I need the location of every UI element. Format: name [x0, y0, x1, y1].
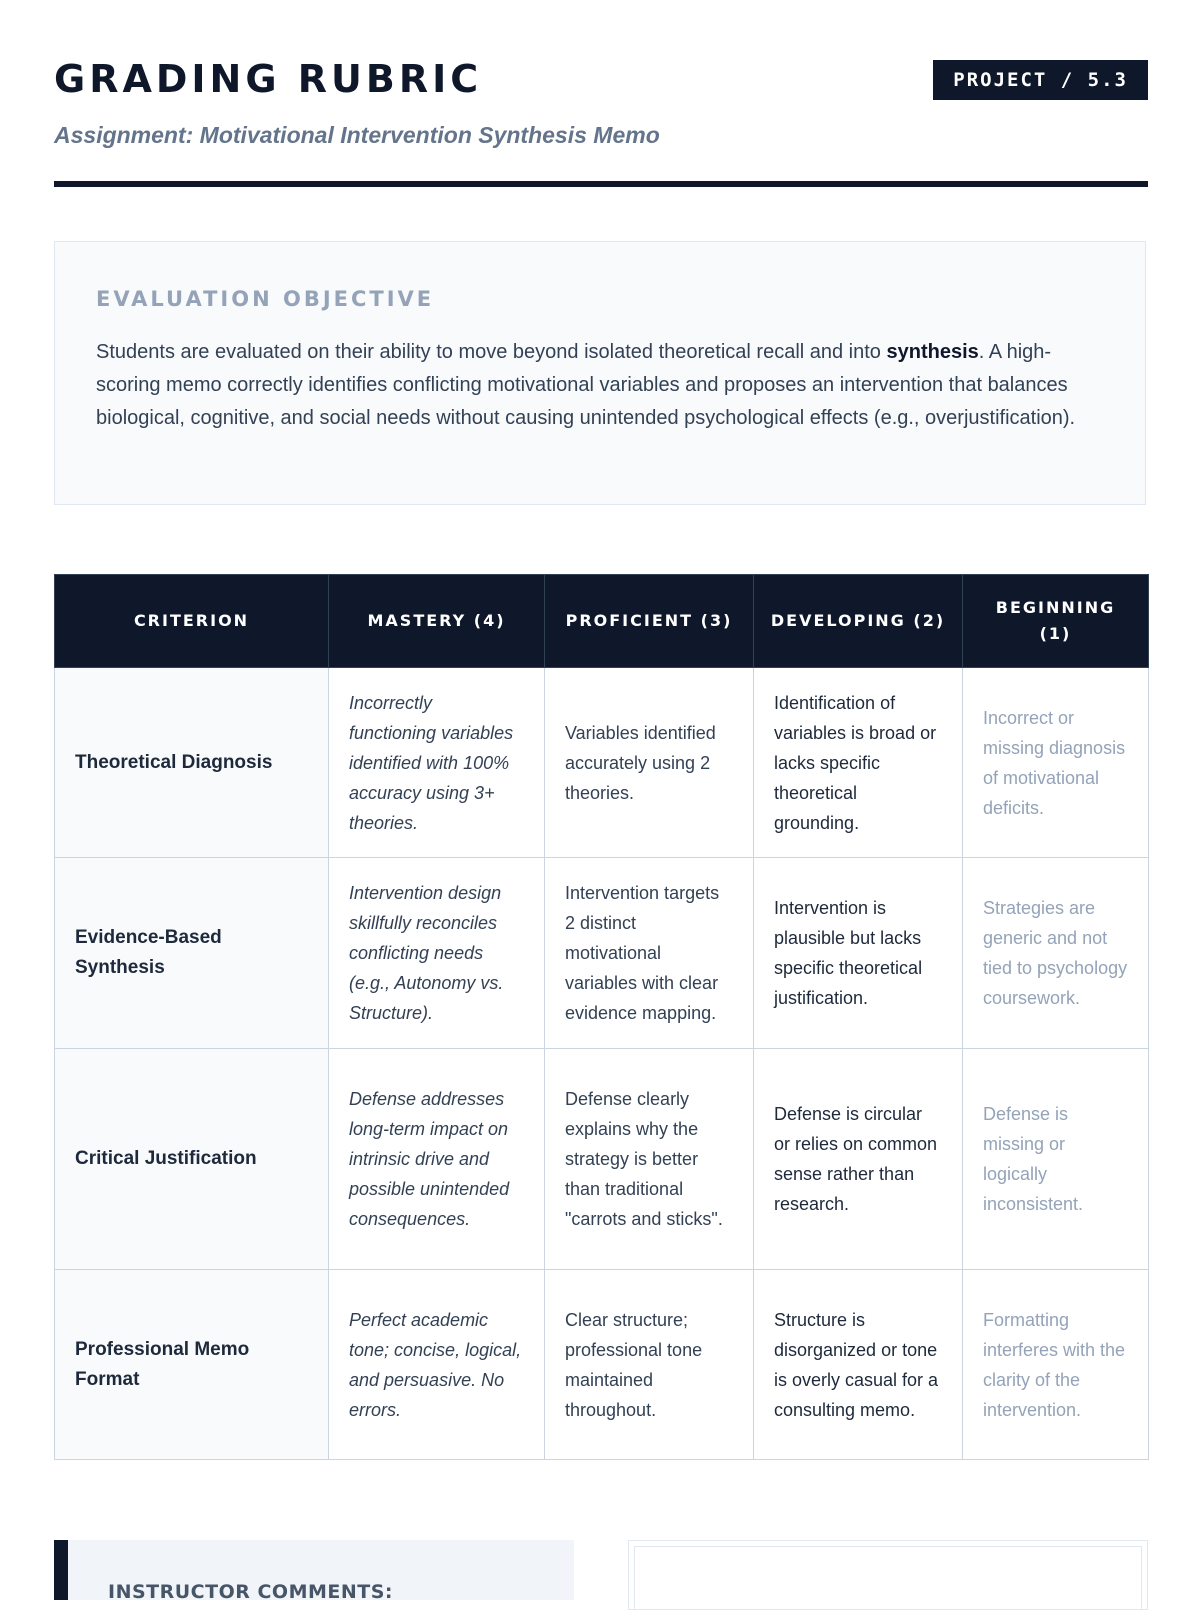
beginning-cell: Formatting interferes with the clarity of the intervention. [963, 1270, 1149, 1460]
page-header [54, 56, 1148, 148]
rubric-header-row [55, 575, 1149, 668]
header-divider [54, 181, 1148, 187]
mastery-cell: Incorrectly functioning variables identified with 100% accuracy using 3+ theories. [329, 668, 545, 858]
column-header-mastery: MASTERY (4) [329, 575, 545, 668]
criterion-cell: Evidence-Based Synthesis [55, 858, 329, 1049]
table-row [55, 668, 1149, 858]
table-row [55, 858, 1149, 1049]
beginning-cell: Incorrect or missing diagnosis of motivational deficits. [963, 668, 1149, 858]
table-row [55, 1270, 1149, 1460]
column-header-proficient: PROFICIENT (3) [545, 575, 754, 668]
proficient-cell: Defense clearly explains why the strategy is better than traditional "carrots and sticks". [545, 1049, 754, 1270]
page-title: GRADING RUBRIC [54, 57, 483, 101]
project-badge: PROJECT / 5.3 [933, 60, 1148, 100]
proficient-cell: Intervention targets 2 distinct motivational variables with clear evidence mapping. [545, 858, 754, 1049]
developing-cell: Defense is circular or relies on common sense rather than research. [754, 1049, 963, 1270]
evaluation-objective-box [54, 241, 1146, 505]
objective-text-start: Students are evaluated on their ability to move beyond isolated theoretical recall and into [96, 341, 887, 363]
rubric-table [54, 574, 1149, 1460]
beginning-cell: Strategies are generic and not tied to psychology coursework. [963, 858, 1149, 1049]
column-header-criterion: CRITERION [55, 575, 329, 668]
objective-text [96, 336, 1105, 435]
mastery-cell: Intervention design skillfully reconciles conflicting needs (e.g., Autonomy vs. Structure). [329, 858, 545, 1049]
mastery-cell: Defense addresses long-term impact on intrinsic drive and possible unintended consequences. [329, 1049, 545, 1270]
objective-text-end: . A high-scoring memo correctly identifies conflicting motivational variables and proposes an intervention that balances biological, cognitive, and social needs without causing unintended psychological effects (e.g., overjustification). [96, 341, 1076, 429]
table-row [55, 1049, 1149, 1270]
mastery-cell: Perfect academic tone; concise, logical, and persuasive. No errors. [329, 1270, 545, 1460]
criterion-cell: Theoretical Diagnosis [55, 668, 329, 858]
criterion-cell: Critical Justification [55, 1049, 329, 1270]
developing-cell: Identification of variables is broad or lacks specific theoretical grounding. [754, 668, 963, 858]
proficient-cell: Variables identified accurately using 2 theories. [545, 668, 754, 858]
column-header-beginning: BEGINNING (1) [963, 575, 1149, 668]
assignment-subtitle: Assignment: Motivational Intervention Synthesis Memo [54, 122, 660, 148]
objective-heading: EVALUATION OBJECTIVE [96, 287, 435, 311]
criterion-cell: Professional Memo Format [55, 1270, 329, 1460]
beginning-cell: Defense is missing or logically inconsistent. [963, 1049, 1149, 1270]
developing-cell: Intervention is plausible but lacks specific theoretical justification. [754, 858, 963, 1049]
developing-cell: Structure is disorganized or tone is overly casual for a consulting memo. [754, 1270, 963, 1460]
instructor-comments-box [54, 1540, 574, 1603]
proficient-cell: Clear structure; professional tone maintained throughout. [545, 1270, 754, 1460]
column-header-developing: DEVELOPING (2) [754, 575, 963, 668]
instructor-comments-label: INSTRUCTOR COMMENTS: [108, 1581, 394, 1603]
objective-emphasis: synthesis [886, 341, 979, 363]
